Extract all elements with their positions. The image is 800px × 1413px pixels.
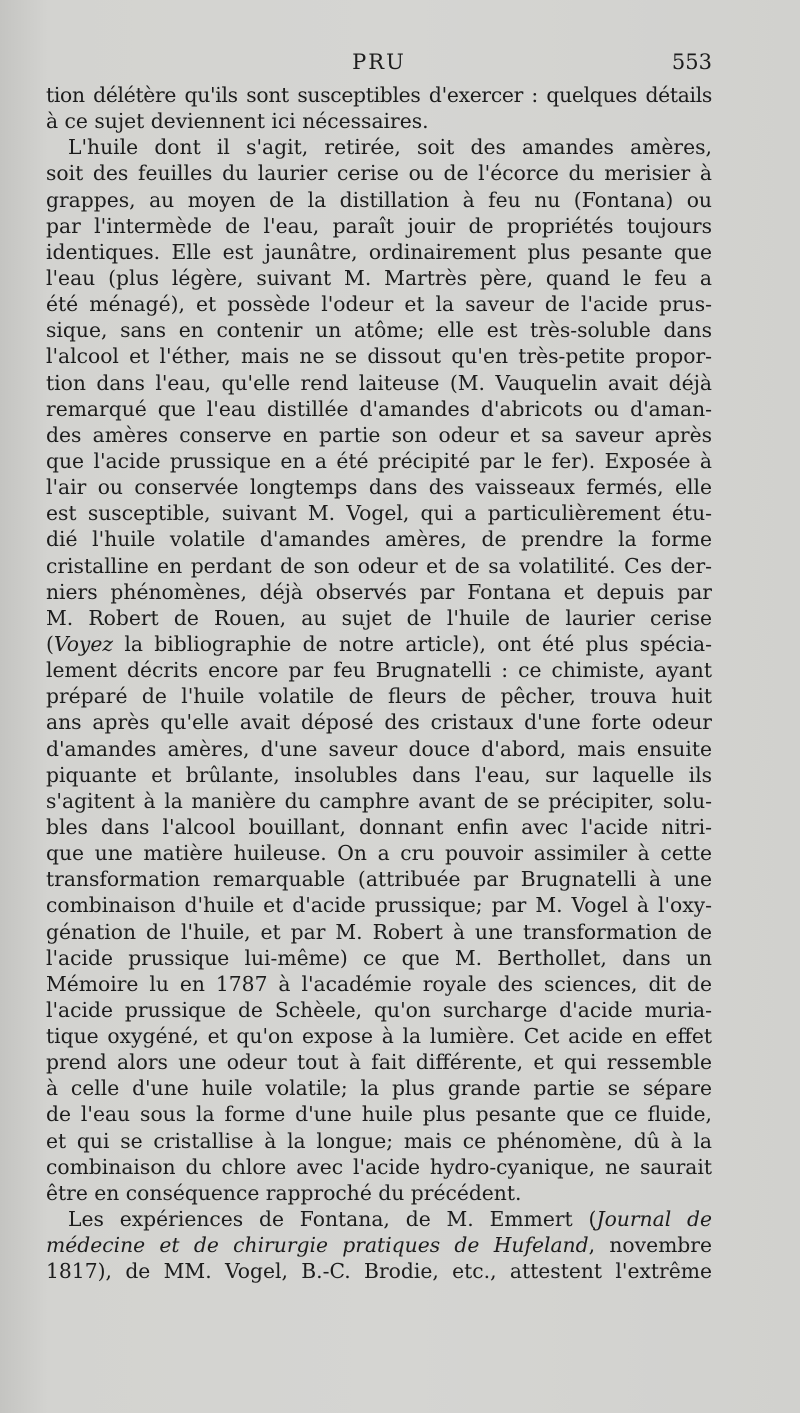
text-line: été ménagé), et possède l'odeur et la saveur de l'acide prus-: [46, 292, 712, 317]
text-line: 1817), de MM. Vogel, B.-C. Brodie, etc., attestent l'extrême: [46, 1259, 712, 1284]
text-line: être en conséquence rapproché du précédent.: [46, 1180, 522, 1205]
running-head-title: PRU: [352, 50, 406, 74]
text-line: lement décrits encore par feu Brugnatelli : ce chimiste, ayant: [46, 658, 712, 683]
body-text: [46, 82, 712, 1284]
text-line: que une matière huileuse. On a cru pouvoir assimiler à cette: [46, 841, 712, 866]
text-line: identiques. Elle est jaunâtre, ordinairement plus pesante que: [46, 239, 712, 264]
text-line: l'acide prussique lui-même) ce que M. Berthollet, dans un: [46, 945, 712, 970]
text-line: tion délétère qu'ils sont susceptibles d'exercer : quelques détails: [46, 83, 712, 107]
text-line: des amères conserve en partie son odeur et sa saveur après: [46, 422, 712, 447]
text-line: que l'acide prussique en a été précipité par le fer). Exposée à: [46, 448, 712, 473]
text-line: soit des feuilles du laurier cerise ou de l'écorce du merisier à: [46, 161, 712, 186]
text-line: transformation remarquable (attribuée par Brugnatelli à une: [46, 867, 712, 892]
text-line: ans après qu'elle avait déposé des cristaux d'une forte odeur: [46, 710, 712, 735]
text-line: bles dans l'alcool bouillant, donnant enfin avec l'acide nitri-: [46, 814, 712, 839]
text-line: (Voyez la bibliographie de notre article), ont été plus spécia-: [46, 631, 712, 656]
text-line: médecine et de chirurgie pratiques de Hufeland, novembre: [46, 1233, 712, 1258]
text-line: de l'eau sous la forme d'une huile plus pesante que ce fluide,: [46, 1102, 712, 1127]
text-line: tique oxygéné, et qu'on expose à la lumière. Cet acide en effet: [46, 1024, 712, 1049]
text-line: Les expériences de Fontana, de M. Emmert (Journal de: [68, 1207, 712, 1232]
running-head: [46, 50, 712, 80]
text-line: l'acide prussique de Schèele, qu'on surcharge d'acide muria-: [46, 997, 712, 1022]
text-line: par l'intermède de l'eau, paraît jouir de propriétés toujours: [46, 213, 712, 238]
text-line: à ce sujet deviennent ici nécessaires.: [46, 109, 429, 134]
text-line: génation de l'huile, et par M. Robert à une transformation de: [46, 919, 712, 944]
text-line: combinaison d'huile et d'acide prussique; par M. Vogel à l'oxy-: [46, 893, 712, 918]
text-line: tion dans l'eau, qu'elle rend laiteuse (M. Vauquelin avait déjà: [46, 370, 712, 395]
text-line: l'air ou conservée longtemps dans des vaisseaux fermés, elle: [46, 475, 712, 500]
text-line: dié l'huile volatile d'amandes amères, de prendre la forme: [46, 527, 712, 552]
text-line: prend alors une odeur tout à fait différente, et qui ressemble: [46, 1050, 712, 1075]
text-line: l'eau (plus légère, suivant M. Martrès père, quand le feu a: [46, 265, 712, 290]
text-line: s'agitent à la manière du camphre avant de se précipiter, solu-: [46, 788, 712, 813]
text-line: niers phénomènes, déjà observés par Fontana et depuis par: [46, 579, 712, 604]
page-number: 553: [671, 50, 712, 74]
text-line: piquante et brûlante, insolubles dans l'eau, sur laquelle ils: [46, 762, 712, 787]
text-line: et qui se cristallise à la longue; mais ce phénomène, dû à la: [46, 1128, 712, 1153]
text-line: combinaison du chlore avec l'acide hydro-cyanique, ne saurait: [46, 1154, 712, 1179]
text-line: est susceptible, suivant M. Vogel, qui a particulièrement étu-: [46, 501, 712, 526]
text-line: d'amandes amères, d'une saveur douce d'abord, mais ensuite: [46, 736, 712, 761]
text-line: L'huile dont il s'agit, retirée, soit des amandes amères,: [68, 135, 712, 160]
text-line: sique, sans en contenir un atôme; elle est très-soluble dans: [46, 318, 712, 343]
text-line: M. Robert de Rouen, au sujet de l'huile de laurier cerise: [46, 605, 712, 630]
text-line: remarqué que l'eau distillée d'amandes d'abricots ou d'aman-: [46, 396, 712, 421]
text-line: cristalline en perdant de son odeur et de sa volatilité. Ces der-: [46, 553, 712, 578]
text-line: grappes, au moyen de la distillation à feu nu (Fontana) ou: [46, 187, 712, 212]
text-line: préparé de l'huile volatile de fleurs de pêcher, trouva huit: [46, 684, 712, 709]
text-line: l'alcool et l'éther, mais ne se dissout qu'en très-petite propor-: [46, 344, 712, 369]
text-line: Mémoire lu en 1787 à l'académie royale des sciences, dit de: [46, 971, 712, 996]
text-line: à celle d'une huile volatile; la plus grande partie se sépare: [46, 1076, 712, 1101]
